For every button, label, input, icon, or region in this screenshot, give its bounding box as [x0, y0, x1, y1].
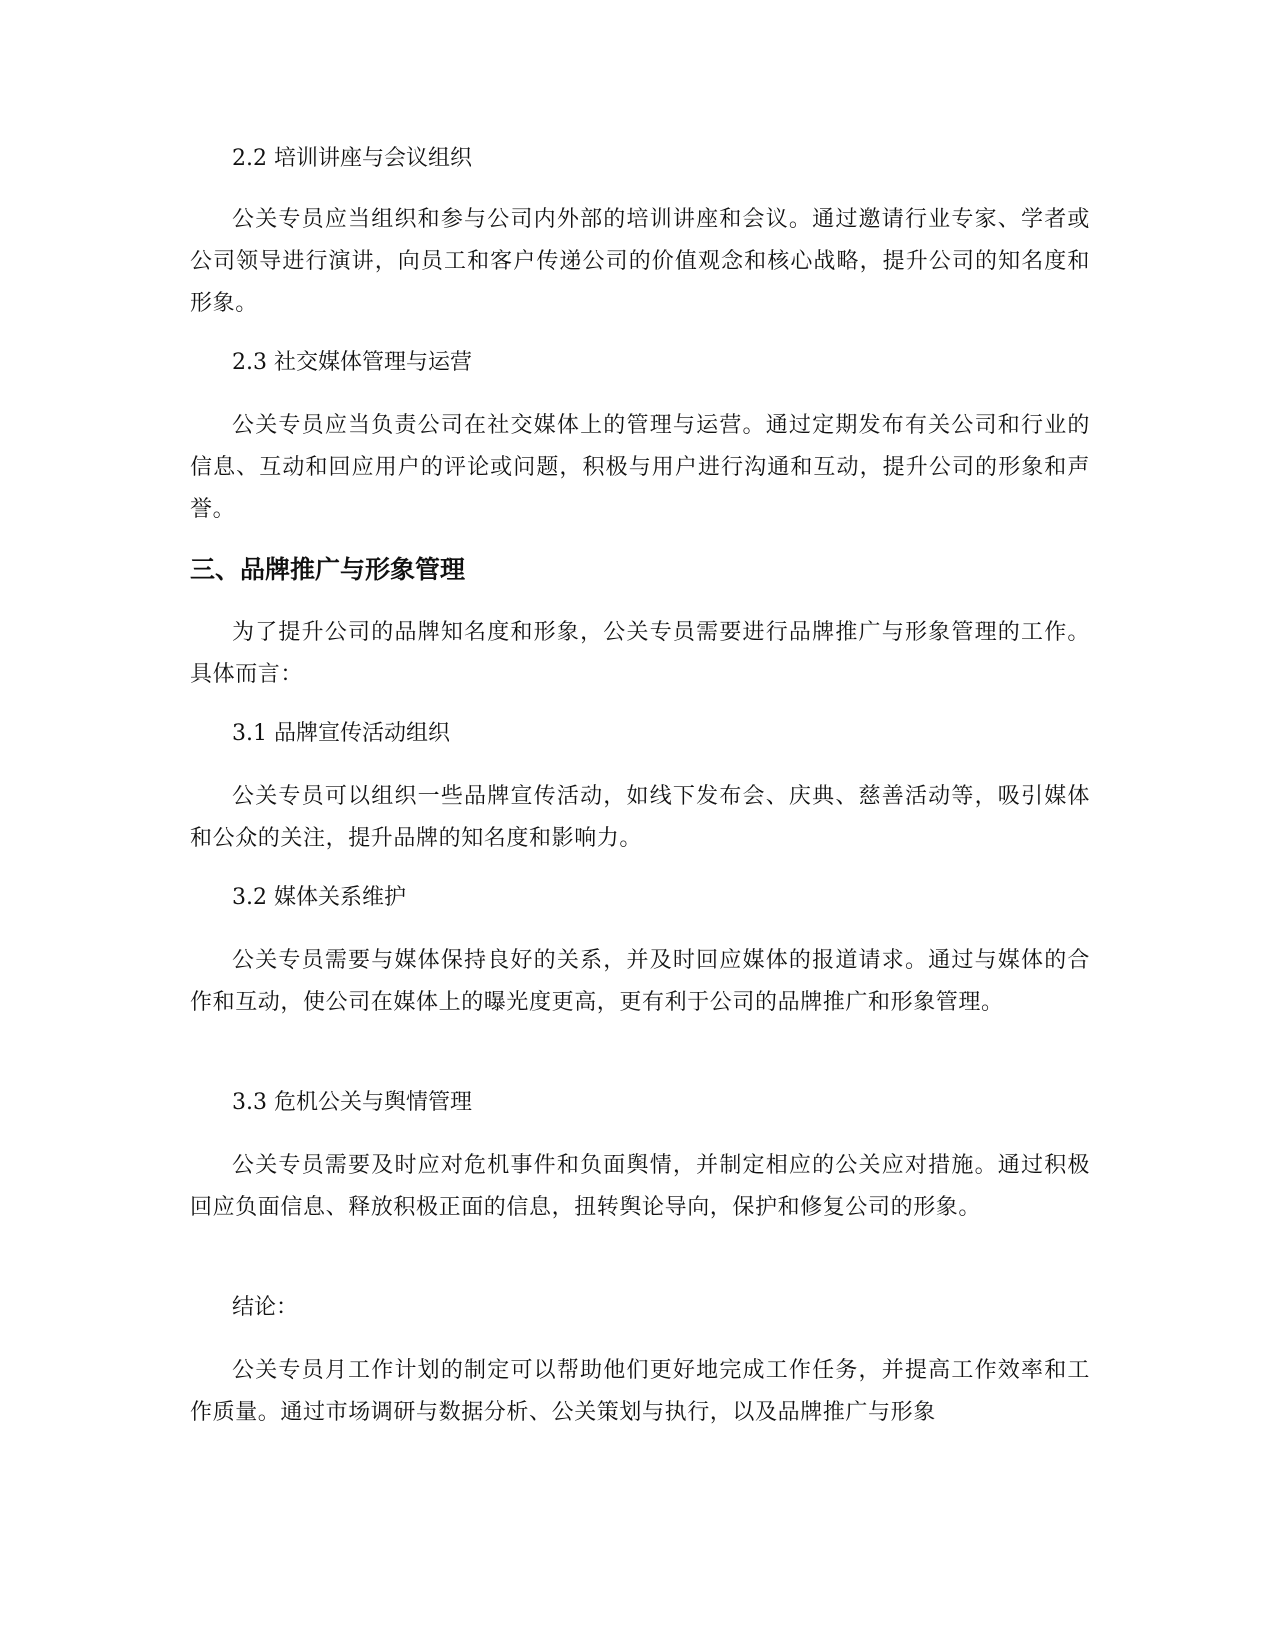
paragraph-section-3-intro: 为了提升公司的品牌知名度和形象，公关专员需要进行品牌推广与形象管理的工作。具体而言： — [190, 620, 1090, 687]
subsection-title-2-2: 2.2 培训讲座与会议组织 — [232, 146, 472, 171]
subsection-title-3-3: 3.3 危机公关与舆情管理 — [232, 1090, 472, 1115]
conclusion-label: 结论： — [232, 1295, 299, 1320]
subsection-title-3-1: 3.1 品牌宣传活动组织 — [232, 721, 450, 746]
paragraph-2-2: 公关专员应当组织和参与公司内外部的培训讲座和会议。通过邀请行业专家、学者或公司领导进行演讲，向员工和客户传递公司的价值观念和核心战略，提升公司的知名度和形象。 — [190, 207, 1090, 316]
paragraph-3-2: 公关专员需要与媒体保持良好的关系，并及时回应媒体的报道请求。通过与媒体的合作和互动，使公司在媒体上的曝光度更高，更有利于公司的品牌推广和形象管理。 — [190, 948, 1090, 1015]
paragraph-2-3: 公关专员应当负责公司在社交媒体上的管理与运营。通过定期发布有关公司和行业的信息、互动和回应用户的评论或问题，积极与用户进行沟通和互动，提升公司的形象和声誉。 — [190, 413, 1090, 522]
paragraph-conclusion: 公关专员月工作计划的制定可以帮助他们更好地完成工作任务，并提高工作效率和工作质量。通过市场调研与数据分析、公关策划与执行，以及品牌推广与形象 — [190, 1358, 1090, 1425]
section-heading-3: 三、品牌推广与形象管理 — [190, 555, 466, 584]
paragraph-3-3: 公关专员需要及时应对危机事件和负面舆情，并制定相应的公关应对措施。通过积极回应负面信息、释放积极正面的信息，扭转舆论导向，保护和修复公司的形象。 — [190, 1153, 1090, 1220]
subsection-title-3-2: 3.2 媒体关系维护 — [232, 885, 406, 910]
paragraph-3-1: 公关专员可以组织一些品牌宣传活动，如线下发布会、庆典、慈善活动等，吸引媒体和公众的关注，提升品牌的知名度和影响力。 — [190, 784, 1090, 851]
subsection-title-2-3: 2.3 社交媒体管理与运营 — [232, 350, 472, 375]
